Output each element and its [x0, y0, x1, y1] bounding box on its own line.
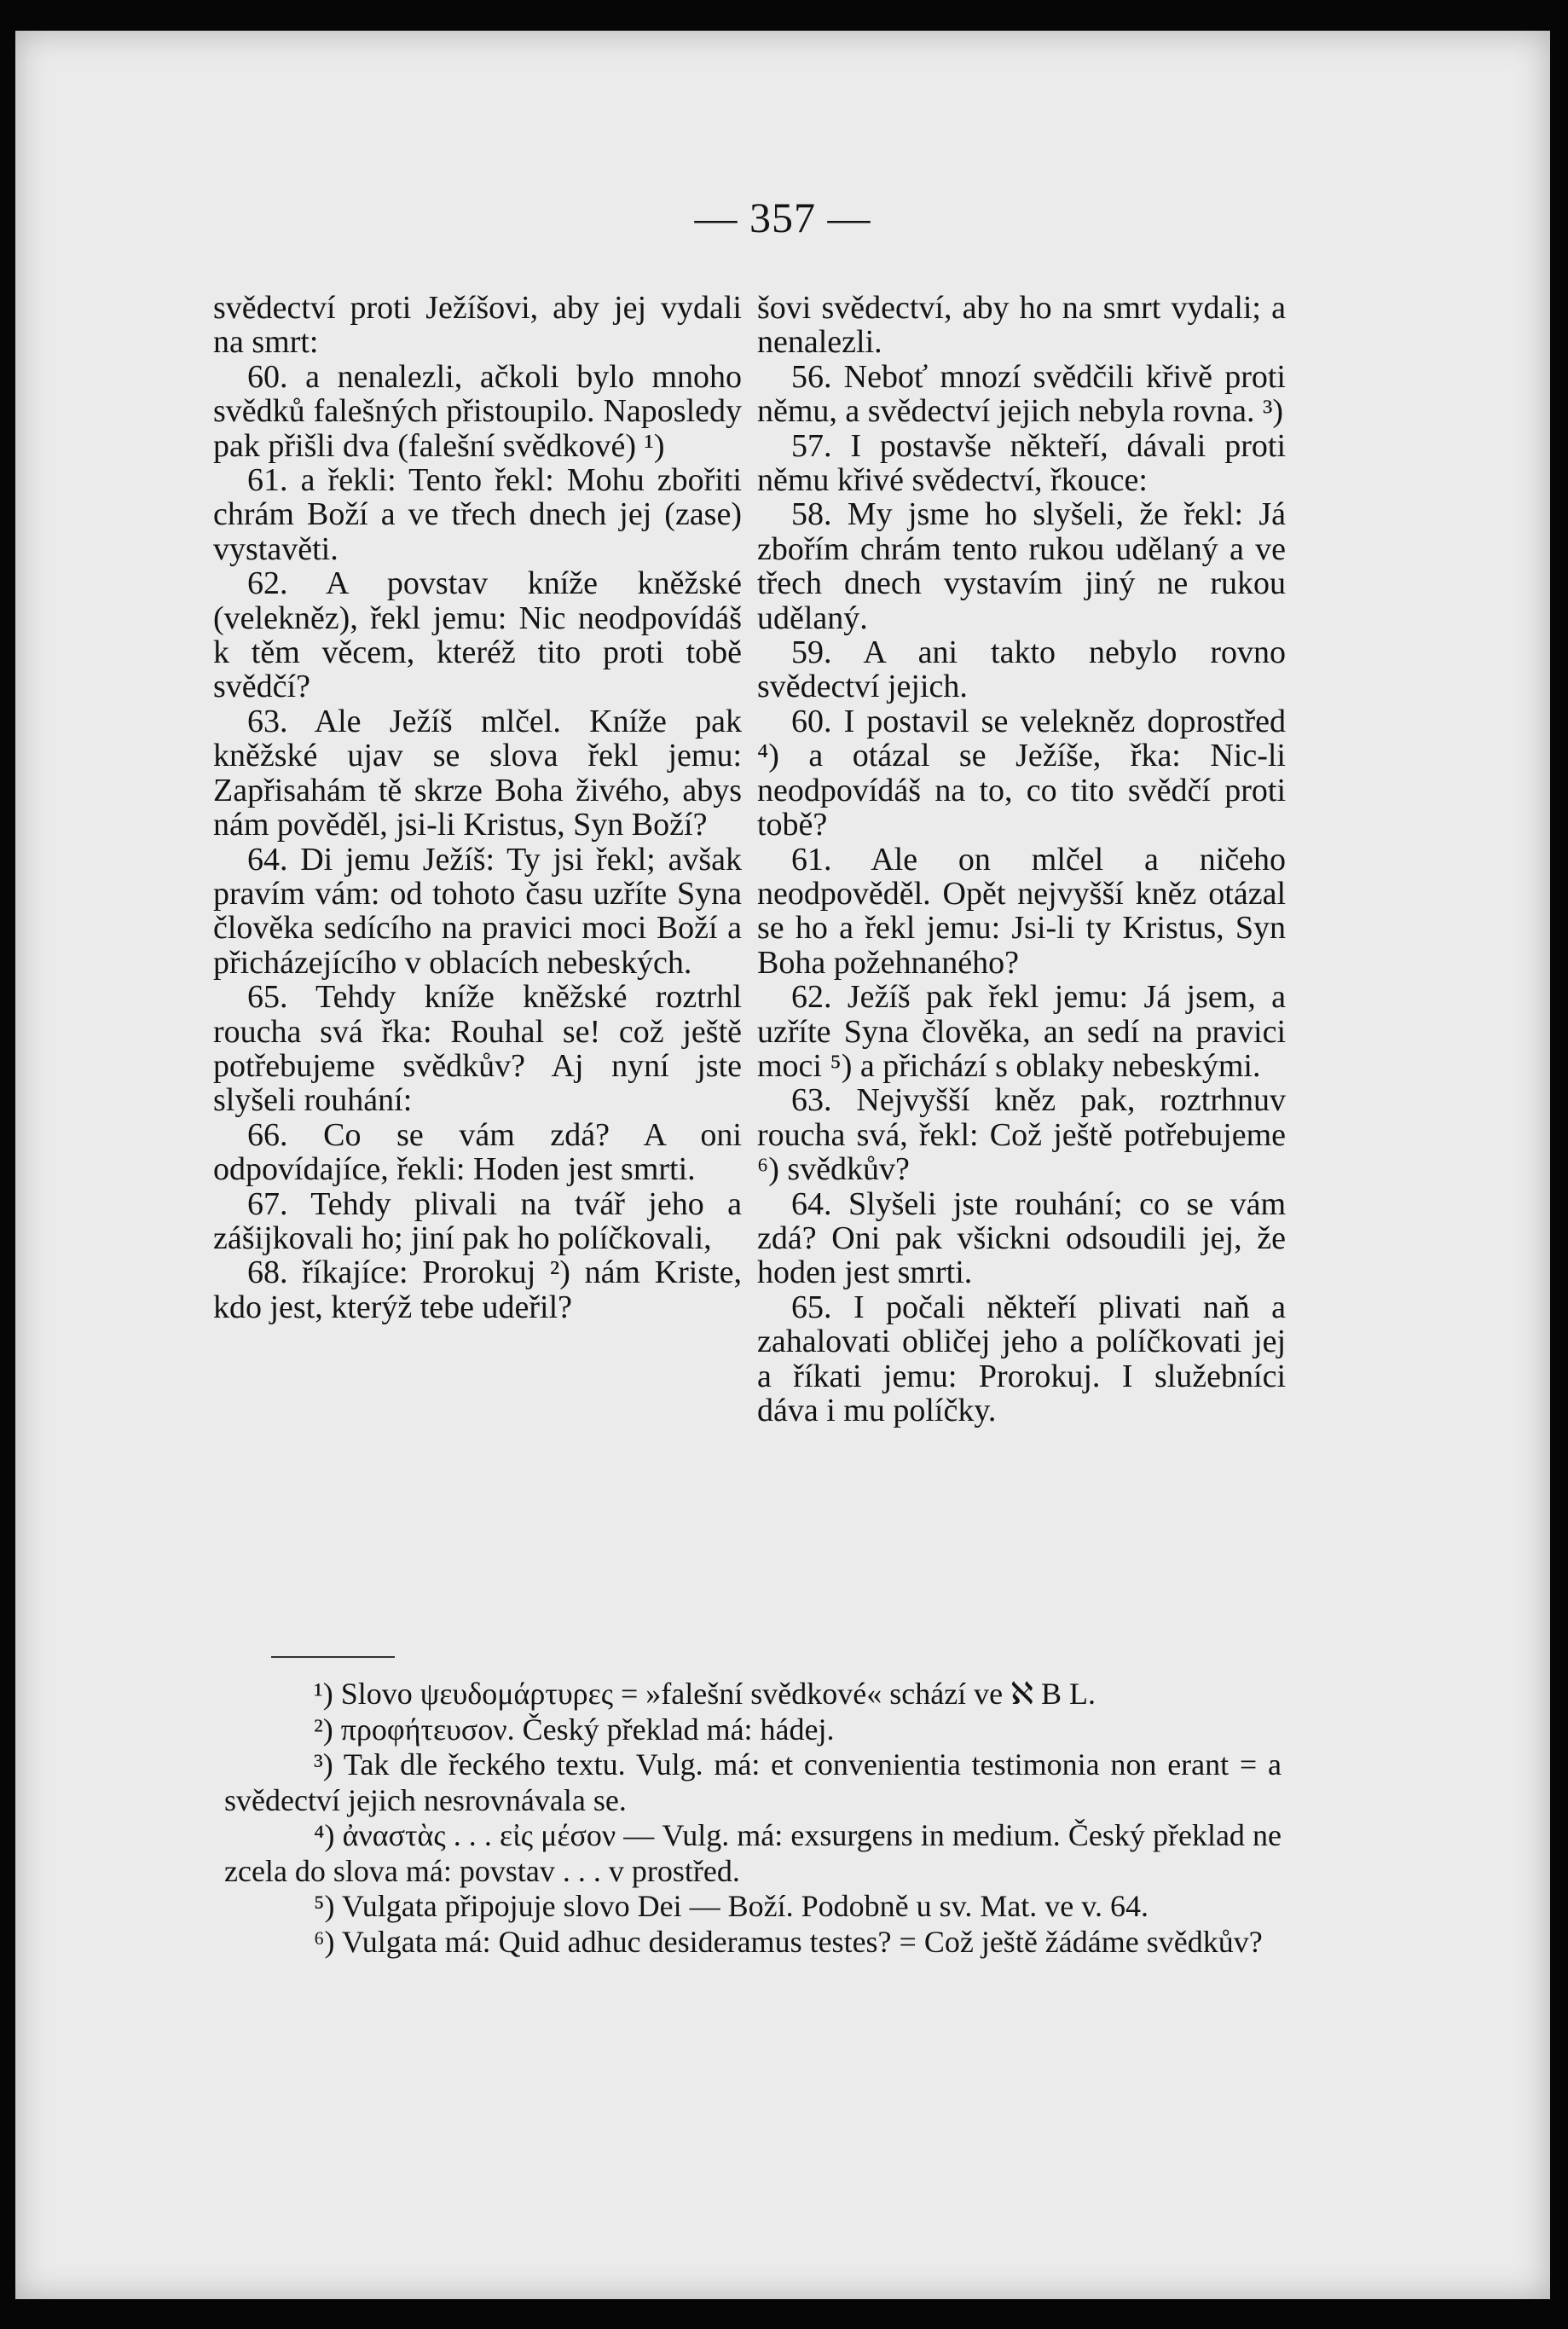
- verse-paragraph: 57. I postavše někteří, dávali proti němu křivé svědectví, řkouce:: [757, 427, 1286, 499]
- page-number: — 357 —: [694, 194, 871, 241]
- footnote: ¹) Slovo ψευδομάρτυρες = »falešní svědkové« schází ve ℵ B L.: [314, 1677, 1096, 1711]
- verse-paragraph: 59. A ani takto nebylo rovno svědectví jejich.: [757, 634, 1286, 705]
- footnote: ²) προφήτευσον. Český překlad má: hádej.: [314, 1712, 835, 1747]
- verse-paragraph: 64. Slyšeli jste rouhání; co se vám zdá? Oni pak všickni odsoudili jej, že hoden jest smrti.: [757, 1185, 1286, 1291]
- verse-paragraph: 60. a nenalezli, ačkoli bylo mnoho svědků falešných přistoupilo. Naposledy pak přišli dva (falešní svědkové) ¹): [213, 358, 742, 464]
- verse-paragraph: 62. A povstav kníže kněžské (velekněz), řekl jemu: Nic neodpovídáš k těm věcem, kteréž tito proti tobě svědčí?: [213, 565, 742, 705]
- footnote: ⁵) Vulgata připojuje slovo Dei — Boží. Podobně u sv. Mat. ve v. 64.: [314, 1889, 1149, 1923]
- verse-paragraph: 65. Tehdy kníže kněžské roztrhl roucha svá řka: Rouhal se! což ještě potřebujeme svědkův? Aj nyní jste slyšeli rouhání:: [213, 979, 742, 1119]
- verse-paragraph: 62. Ježíš pak řekl jemu: Já jsem, a uzříte Syna člověka, an sedí na pravici moci ⁵) a přichází s oblaky nebeskými.: [757, 979, 1286, 1084]
- verse-paragraph: 63. Ale Ježíš mlčel. Kníže pak kněžské ujav se slova řekl jemu: Zapřisahám tě skrze Boha živého, abys nám pověděl, jsi-li Kristus, Syn Boží?: [213, 703, 742, 843]
- book-page: [15, 31, 1550, 2299]
- verse-paragraph: 61. a řekli: Tento řekl: Mohu zbořiti chrám Boží a ve třech dnech jej (zase) vystavěti.: [213, 462, 742, 567]
- footnote-divider: [271, 1656, 395, 1658]
- verse-paragraph: 64. Di jemu Ježíš: Ty jsi řekl; avšak pravím vám: od tohoto času uzříte Syna člověka sedícího na pravici moci Boží a přicházejícího v oblacích nebeských.: [213, 841, 742, 981]
- footnote: ⁶) Vulgata má: Quid adhuc desideramus testes? = Což ještě žádáme svědkův?: [314, 1924, 1263, 1959]
- footnotes: [224, 1677, 1282, 1960]
- footnote: ⁴) ἀναστὰς . . . εἰς μέσον — Vulg. má: exsurgens in medium. Český překlad ne zcela do slova má: povstav . . . v prostřed.: [224, 1818, 1282, 1888]
- verse-paragraph: 67. Tehdy plivali na tvář jeho a zášijkovali ho; jiní pak ho políčkovali,: [213, 1185, 742, 1256]
- verse-paragraph: 56. Neboť mnozí svědčili křivě proti němu, a svědectví jejich nebyla rovna. ³): [757, 358, 1286, 430]
- verse-paragraph: 65. I počali někteří plivati naň a zahalovati obličej jeho a políčkovati jej a říkati jemu: Prorokuj. I služebníci dáva i mu políčky.: [757, 1289, 1286, 1428]
- left-column: [213, 291, 742, 1324]
- verse-paragraph: 61. Ale on mlčel a ničeho neodpověděl. Opět nejvyšší kněz otázal se ho a řekl jemu: Jsi-li ty Kristus, Syn Boha požehnaného?: [757, 841, 1286, 981]
- verse-paragraph: 63. Nejvyšší kněz pak, roztrhnuv roucha svá, řekl: Což ještě potřebujeme ⁶) svědkův?: [757, 1082, 1286, 1188]
- verse-paragraph: svědectví proti Ježíšovi, aby jej vydali na smrt:: [213, 290, 742, 361]
- verse-paragraph: 66. Co se vám zdá? A oni odpovídajíce, řekli: Hoden jest smrti.: [213, 1116, 742, 1188]
- verse-paragraph: šovi svědectví, aby ho na smrt vydali; a nenalezli.: [757, 290, 1286, 361]
- verse-paragraph: 58. My jsme ho slyšeli, že řekl: Já zbořím chrám tento rukou udělaný a ve třech dnech vystavím jiný ne rukou udělaný.: [757, 496, 1286, 636]
- right-column: [757, 291, 1286, 1428]
- footnote: ³) Tak dle řeckého textu. Vulg. má: et convenientia testimonia non erant = a svědectví jejich nesrovnávala se.: [224, 1747, 1282, 1817]
- verse-paragraph: 60. I postavil se velekněz doprostřed ⁴) a otázal se Ježíše, řka: Nic-li neodpovídáš na to, co tito svědčí proti tobě?: [757, 703, 1286, 843]
- verse-paragraph: 68. říkajíce: Prorokuj ²) nám Kriste, kdo jest, kterýž tebe udeřil?: [213, 1254, 742, 1325]
